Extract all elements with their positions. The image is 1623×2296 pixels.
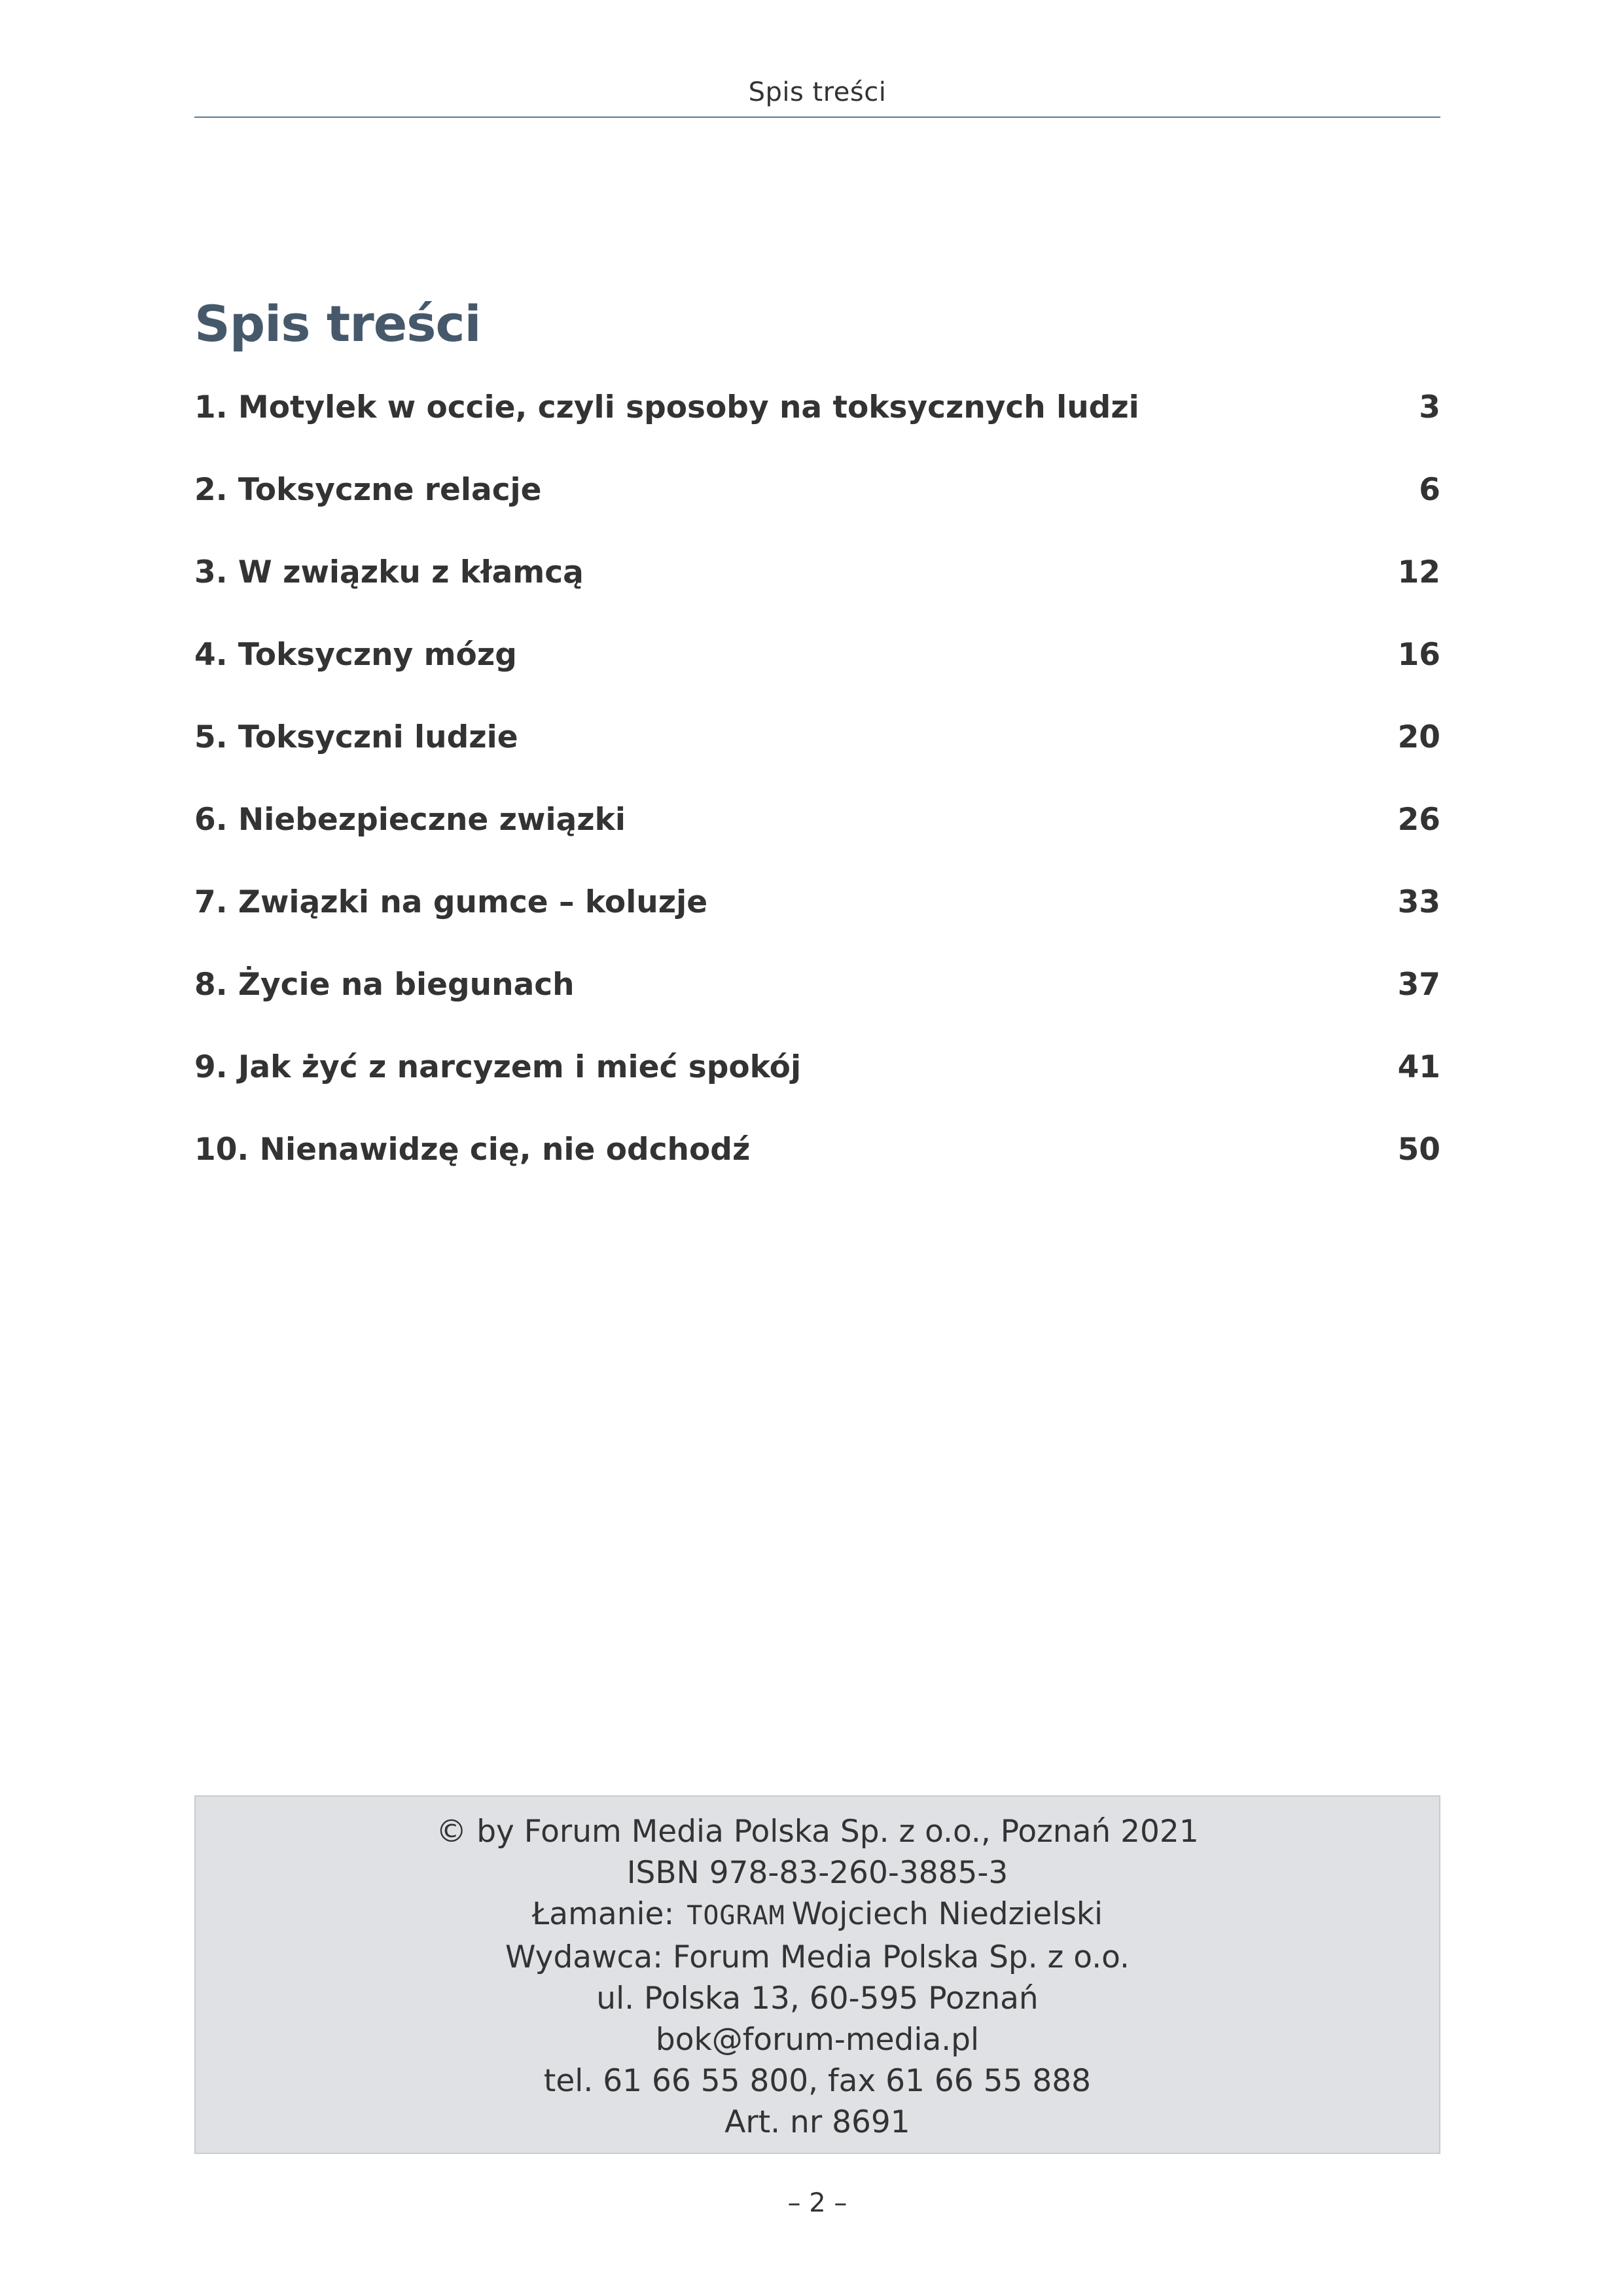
imprint-publisher: Wydawca: Forum Media Polska Sp. z o.o. xyxy=(505,1939,1130,1975)
toc-entry-2[interactable] xyxy=(194,472,1440,554)
running-header: Spis treści xyxy=(748,77,887,107)
togram-logo: TOGRAM xyxy=(687,1901,785,1931)
toc-entry-page: 20 xyxy=(1397,719,1440,755)
toc-entry-page: 50 xyxy=(1397,1132,1440,1168)
imprint-phone: tel. 61 66 55 800, fax 61 66 55 888 xyxy=(543,2063,1092,2099)
toc-entry-page: 6 xyxy=(1419,472,1440,508)
page-title: Spis treści xyxy=(194,295,481,353)
toc-entry-7[interactable] xyxy=(194,884,1440,967)
toc-entry-label: 3. W związku z kłamcą xyxy=(194,554,584,590)
toc-entry-5[interactable] xyxy=(194,719,1440,802)
toc-entry-1[interactable] xyxy=(194,389,1440,472)
toc-entry-page: 12 xyxy=(1397,554,1440,590)
toc-entry-page: 3 xyxy=(1419,389,1440,425)
table-of-contents xyxy=(194,389,1440,1214)
toc-entry-label: 1. Motylek w occie, czyli sposoby na toksycznych ludzi xyxy=(194,389,1139,425)
imprint-email[interactable]: bok@forum-media.pl xyxy=(655,2022,980,2058)
imprint-article-number: Art. nr 8691 xyxy=(724,2104,910,2140)
toc-entry-label: 2. Toksyczne relacje xyxy=(194,472,542,508)
toc-entry-page: 16 xyxy=(1397,637,1440,673)
toc-entry-page: 33 xyxy=(1397,884,1440,920)
imprint-isbn: ISBN 978-83-260-3885-3 xyxy=(626,1855,1008,1891)
imprint-typesetting xyxy=(196,1893,1439,1937)
toc-entry-label: 6. Niebezpieczne związki xyxy=(194,802,626,838)
imprint-address: ul. Polska 13, 60-595 Poznań xyxy=(596,1981,1039,2017)
imprint-copyright: © by Forum Media Polska Sp. z o.o., Poznań 2021 xyxy=(436,1814,1199,1850)
imprint-typesetting-label: Łamanie: xyxy=(531,1896,675,1932)
toc-entry-10[interactable] xyxy=(194,1132,1440,1214)
page-number: – 2 – xyxy=(787,2188,847,2218)
toc-entry-page: 26 xyxy=(1397,802,1440,838)
toc-entry-9[interactable] xyxy=(194,1049,1440,1132)
toc-entry-label: 9. Jak żyć z narcyzem i mieć spokój xyxy=(194,1049,802,1085)
imprint-box xyxy=(194,1795,1440,2154)
toc-entry-label: 8. Życie na biegunach xyxy=(194,967,575,1003)
toc-entry-3[interactable] xyxy=(194,554,1440,637)
header-divider xyxy=(194,117,1440,118)
toc-entry-6[interactable] xyxy=(194,802,1440,884)
toc-entry-page: 37 xyxy=(1397,967,1440,1003)
toc-entry-label: 7. Związki na gumce – koluzje xyxy=(194,884,708,920)
toc-entry-page: 41 xyxy=(1397,1049,1440,1085)
toc-entry-label: 5. Toksyczni ludzie xyxy=(194,719,518,755)
toc-entry-label: 4. Toksyczny mózg xyxy=(194,637,517,673)
toc-entry-8[interactable] xyxy=(194,967,1440,1049)
toc-entry-4[interactable] xyxy=(194,637,1440,719)
toc-entry-label: 10. Nienawidzę cię, nie odchodź xyxy=(194,1132,751,1168)
imprint-typesetter-name: Wojciech Niedzielski xyxy=(791,1896,1103,1932)
